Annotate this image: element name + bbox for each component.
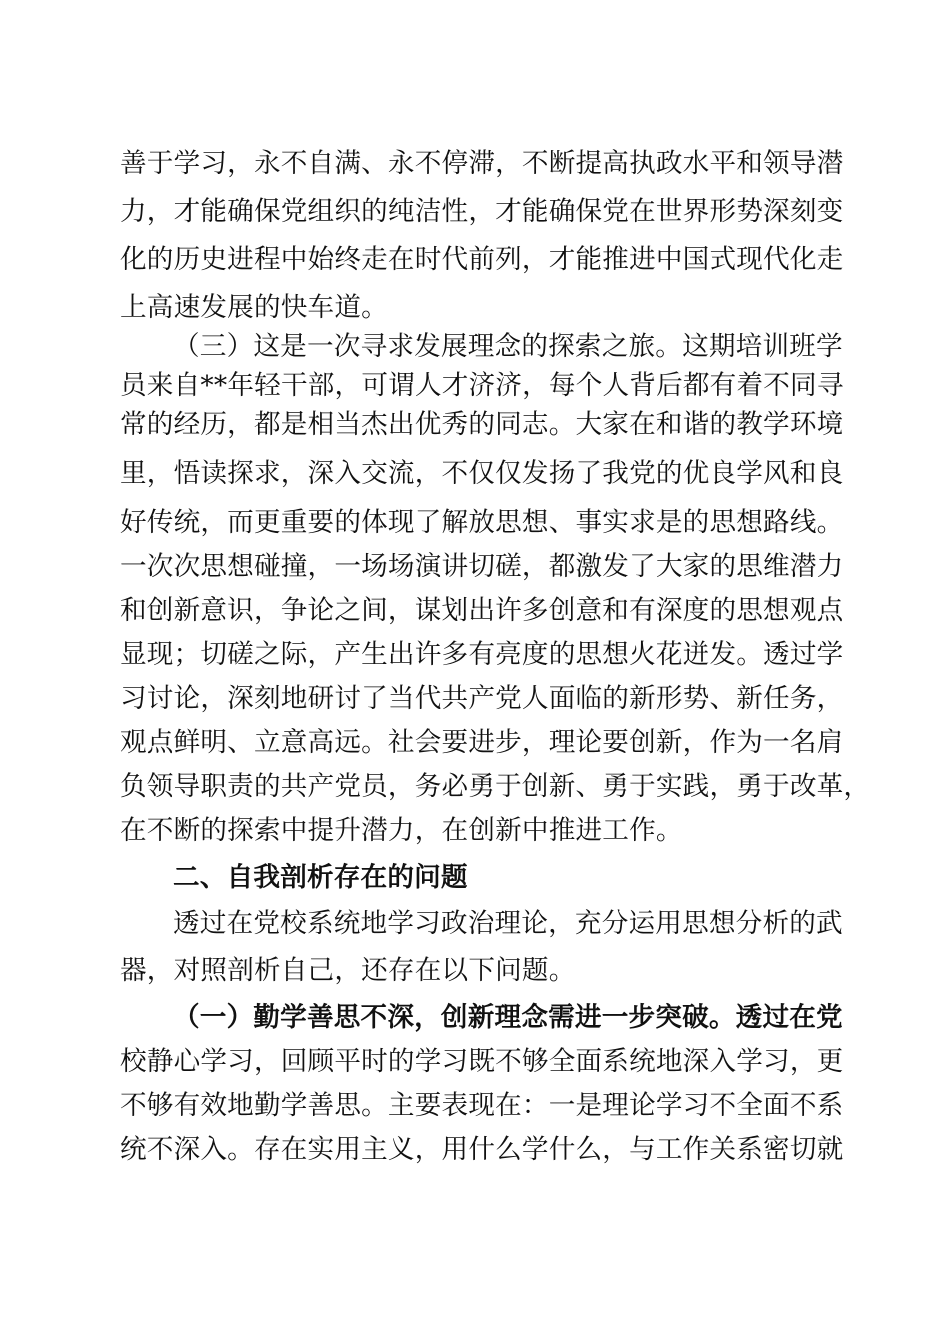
text-line: 一次次思想碰撞，一场场演讲切磋，都激发了大家的思维潜力 (120, 551, 844, 582)
text-line: 习讨论，深刻地研讨了当代共产党人面临的新形势、新任务， (120, 683, 844, 714)
text-line: 和创新意识，争论之间，谋划出许多创意和有深度的思想观点 (120, 595, 844, 626)
text-line: 好传统，而更重要的体现了解放思想、事实求是的思想路线。 (120, 507, 844, 538)
paragraph-first-line: （三）这是一次寻求发展理念的探索之旅。这期培训班学 (173, 331, 843, 362)
text-line: 观点鲜明、立意高远。社会要进步，理论要创新，作为一名肩 (120, 727, 844, 758)
text-line: 善于学习，永不自满、永不停滞，不断提高执政水平和领导潜 (120, 148, 844, 179)
text-line: 统不深入。存在实用主义，用什么学什么，与工作关系密切就 (120, 1134, 844, 1165)
section-heading: 二、自我剖析存在的问题 (173, 862, 468, 893)
text-line: 上高速发展的快车道。 (120, 292, 388, 323)
text-line: 显现；切磋之际，产生出许多有亮度的思想火花迸发。透过学 (120, 639, 844, 670)
text-line: 化的历史进程中始终走在时代前列，才能推进中国式现代化走 (120, 244, 844, 275)
paragraph-first-line: （一）勤学善思不深，创新理念需进一步突破。透过在党 (173, 1002, 843, 1033)
paragraph-first-line: 透过在党校系统地学习政治理论，充分运用思想分析的武 (173, 908, 843, 939)
text-line: 负领导职责的共产党员，务必勇于创新、勇于实践，勇于改革， (120, 771, 871, 802)
text-line: 校静心学习，回顾平时的学习既不够全面系统地深入学习，更 (120, 1046, 844, 1077)
text-line: 力，才能确保党组织的纯洁性，才能确保党在世界形势深刻变 (120, 196, 844, 227)
text-line: 里，悟读探求，深入交流，不仅仅发扬了我党的优良学风和良 (120, 458, 844, 489)
text-line: 器，对照剖析自己，还存在以下问题。 (120, 955, 576, 986)
text-line: 员来自**年轻干部，可谓人才济济，每个人背后都有着不同寻 (120, 370, 844, 401)
text-line: 不够有效地勤学善思。主要表现在：一是理论学习不全面不系 (120, 1090, 844, 1121)
text-line: 在不断的探索中提升潜力，在创新中推进工作。 (120, 815, 683, 846)
text-line: 常的经历，都是相当杰出优秀的同志。大家在和谐的教学环境 (120, 409, 844, 440)
